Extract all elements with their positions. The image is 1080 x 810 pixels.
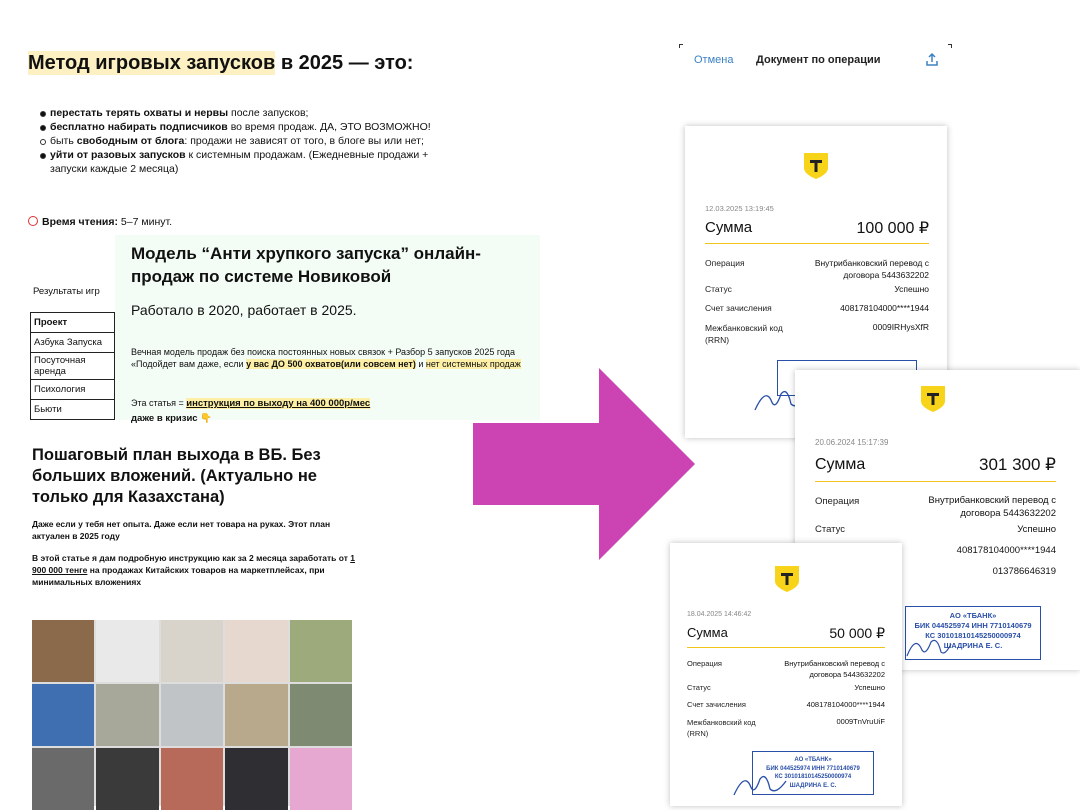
stamp-line: БИК 044525974 ИНН 7710140679 <box>766 765 860 772</box>
table-row <box>31 313 115 333</box>
divider <box>705 243 929 244</box>
row-label: Статус <box>815 524 846 535</box>
article3-paragraph-2: В этой статье я дам подробную инструкцию как за 2 месяца заработать от 1 900 000 тенге на продажах Китайских товаров на маркетплейсах, при минимальных вложениях <box>32 553 355 587</box>
row-value: 408178104000****1944 <box>956 545 1056 556</box>
product-image <box>290 684 352 746</box>
row-value: Внутрибанковский перевод с договора 5443632202 <box>814 258 929 280</box>
row-value: Внутрибанковский перевод с договора 5443632202 <box>784 659 885 679</box>
product-image <box>161 684 223 746</box>
table-row <box>31 400 115 420</box>
table-row <box>31 333 115 353</box>
row-label: Счет зачисления <box>687 700 746 709</box>
table-cell: Психология <box>31 380 115 400</box>
sum-value: 301 300 ₽ <box>979 455 1056 474</box>
arrow-right-icon <box>473 368 695 560</box>
product-image <box>32 684 94 746</box>
product-image <box>225 748 287 810</box>
product-image <box>32 748 94 810</box>
instruction-link[interactable]: инструкция по выходу на 400 000р/мес <box>186 398 371 409</box>
read-time: Время чтения: 5–7 минут. <box>28 216 172 228</box>
stamp-line: ШАДРИНА Е. С. <box>943 641 1003 650</box>
share-icon[interactable] <box>924 52 940 68</box>
row-value: 0009IRHysXfR <box>872 322 929 332</box>
product-image <box>96 620 158 682</box>
product-image <box>32 620 94 682</box>
screenshot-corner <box>948 44 952 48</box>
table-cell: Азбука Запуска <box>31 333 115 353</box>
row-label: Статус <box>687 683 711 692</box>
article2-instruction: Эта статья = инструкция по выходу на 400 000р/мес даже в кризис 👇 <box>131 398 371 424</box>
alarm-clock-icon <box>28 216 38 226</box>
row-value: Внутрибанковский перевод с договора 5443632202 <box>928 495 1056 519</box>
table-row <box>31 353 115 380</box>
sum-label: Сумма <box>815 456 866 473</box>
article3-title: Пошаговый план выхода в ВБ. Без больших вложений. (Актуально не только для Казахстана) <box>32 446 321 506</box>
product-image-grid <box>32 620 352 806</box>
product-image <box>225 620 287 682</box>
amount-link[interactable]: 1 900 000 тенге <box>32 553 355 575</box>
product-image <box>161 620 223 682</box>
list-item: уйти от разовых запусков к системным продажам. (Ежедневные продажи + запуски каждые 2 месяца) <box>50 148 450 176</box>
receipt-date: 18.04.2025 14:46:42 <box>687 611 752 618</box>
product-image <box>290 748 352 810</box>
sum-value: 100 000 ₽ <box>856 220 929 237</box>
stamp-line: БИК 044525974 ИНН 7710140679 <box>914 621 1032 630</box>
row-value: 0009TnVruUiF <box>836 717 885 726</box>
signature-icon <box>730 769 790 801</box>
row-value: Успешно <box>894 284 929 294</box>
stamp-line: КС 30101810145250000974 <box>774 774 852 780</box>
cancel-button[interactable]: Отмена <box>694 54 734 66</box>
row-value: 408178104000****1944 <box>806 700 885 709</box>
row-value: Успешно <box>1017 524 1056 535</box>
article1-title: Метод игровых запусков в 2025 — это: <box>28 52 414 74</box>
product-image <box>96 748 158 810</box>
stamp-line: АО «ТБАНК» <box>794 757 832 763</box>
document-title: Документ по операции <box>756 54 881 66</box>
product-image <box>225 684 287 746</box>
article3-paragraph-1: Даже если у тебя нет опыта. Даже если нет товара на руках. Этот план актуален в 2025 году <box>32 519 331 541</box>
tbank-logo-icon <box>920 385 946 413</box>
product-image <box>290 620 352 682</box>
article2-subtitle: Работало в 2020, работает в 2025. <box>131 302 357 318</box>
row-value: Успешно <box>854 683 885 692</box>
sum-label: Сумма <box>687 625 728 640</box>
row-value: 013786646319 <box>992 566 1056 577</box>
table-caption: Результаты игр <box>33 286 100 297</box>
signature-icon <box>903 632 953 662</box>
receipt-date: 12.03.2025 13:19:45 <box>705 204 774 213</box>
receipt-card <box>670 543 902 806</box>
list-item: быть свободным от блога: продажи не зависят от того, в блоге вы или нет; <box>50 134 450 148</box>
row-label: Операция <box>815 496 860 507</box>
list-item: бесплатно набирать подписчиков во время продаж. ДА, ЭТО ВОЗМОЖНО! <box>50 120 450 134</box>
table-cell: Бьюти <box>31 400 115 420</box>
table-header-cell: Проект <box>31 313 115 333</box>
sum-value: 50 000 ₽ <box>829 625 885 641</box>
row-label: Межбанковский код (RRN) <box>687 718 756 738</box>
row-label: Операция <box>705 258 745 268</box>
list-item: перестать терять охваты и нервы после запусков; <box>50 106 450 120</box>
tbank-logo-icon <box>774 565 800 593</box>
sum-label: Сумма <box>705 219 753 236</box>
results-table <box>30 312 115 420</box>
receipt-date: 20.06.2024 15:17:39 <box>815 438 889 447</box>
row-label: Операция <box>687 659 722 668</box>
article1-bullet-list <box>38 106 450 176</box>
tbank-logo-icon <box>803 152 829 180</box>
divider <box>815 481 1056 482</box>
article2-title: Модель “Анти хрупкого запуска” онлайн-продаж по системе Новиковой <box>131 244 481 286</box>
product-image <box>96 684 158 746</box>
article2-body: Вечная модель продаж без поиска постоянных новых связок + Разбор 5 запусков 2025 года «Подойдет вам даже, если у вас ДО 500 охватов(или совсем нет) и нет системных продаж <box>131 347 521 369</box>
screenshot-corner <box>679 44 683 48</box>
product-image <box>161 748 223 810</box>
row-label: Межбанковский код (RRN) <box>705 323 783 345</box>
stamp-line: АО «ТБАНК» <box>949 611 997 620</box>
table-row <box>31 380 115 400</box>
row-value: 408178104000****1944 <box>840 303 929 313</box>
row-label: Счет зачисления <box>705 303 772 313</box>
stamp-line: ШАДРИНА Е. С. <box>789 782 837 789</box>
divider <box>687 647 885 648</box>
table-cell: Посуточная аренда <box>31 353 115 380</box>
stamp-line: КС 30101810145250000974 <box>925 631 1021 640</box>
row-label: Статус <box>705 284 732 294</box>
